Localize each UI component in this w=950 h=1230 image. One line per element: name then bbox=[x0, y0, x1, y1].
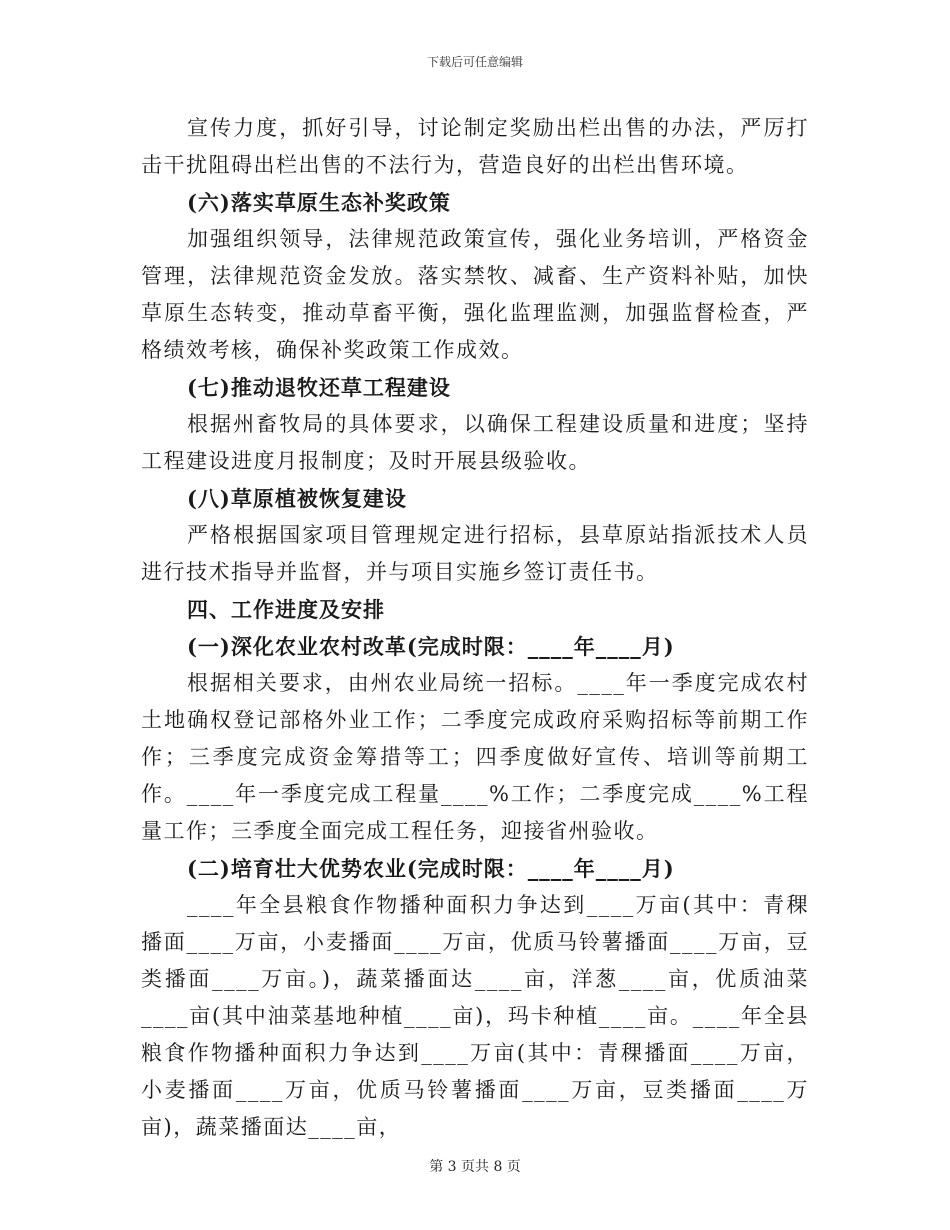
heading-grazing-withdrawal: (七)推动退牧还草工程建设 bbox=[187, 375, 451, 400]
paragraph-advantage-agriculture: ____年全县粮食作物播种面积力争达到____万亩(其中：青稞播面____万亩，小麦播面____万亩，优质马铃薯播面____万亩，豆类播面____万亩。)，蔬菜播面达____亩，洋葱____亩，优质油菜____亩(其中油菜基地种植____亩)，玛卡种植____亩。____年全县粮食作物播种面积力争达到____万亩(其中：青稞播面____万亩，小麦播面____万亩，优质马铃薯播面____万亩，豆类播面____万亩)，蔬菜播面达____亩， bbox=[141, 893, 809, 1139]
paragraph-grazing-withdrawal: 根据州畜牧局的具体要求，以确保工程建设质量和进度；坚持工程建设进度月报制度；及时开展县级验收。 bbox=[141, 412, 809, 473]
paragraph-grassland-subsidy: 加强组织领导，法律规范政策宣传，强化业务培训，严格资金管理，法律规范资金发放。落实禁牧、减畜、生产资料补贴，加快草原生态转变，推动草畜平衡，强化监理监测，加强监督检查，严格绩效考核，确保补奖政策工作成效。 bbox=[141, 227, 809, 362]
heading-grassland-subsidy: (六)落实草原生态补奖政策 bbox=[187, 190, 451, 215]
page-footer: 第 3 页共 8 页 bbox=[429, 1159, 521, 1175]
heading-work-schedule: 四、工作进度及安排 bbox=[187, 597, 385, 622]
paragraph-publicity: 宣传力度，抓好引导，讨论制定奖励出栏出售的办法，严厉打击干扰阻碍出栏出售的不法行为，营造良好的出栏出售环境。 bbox=[141, 116, 809, 177]
heading-rural-reform: (一)深化农业农村改革(完成时限：____年____月) bbox=[187, 634, 675, 659]
paragraph-rural-reform: 根据相关要求，由州农业局统一招标。____年一季度完成农村土地确权登记部格外业工作；二季度完成政府采购招标等前期工作作；三季度完成资金筹措等工；四季度做好宣传、培训等前期工作。____年一季度完成工程量____%工作；二季度完成____%工程量工作；三季度全面完成工程任务，迎接省州验收。 bbox=[141, 671, 809, 843]
page-header: 下载后可任意编辑 bbox=[426, 55, 523, 69]
document-body bbox=[141, 110, 809, 1146]
heading-advantage-agriculture: (二)培育壮大优势农业(完成时限：____年____月) bbox=[187, 856, 675, 881]
heading-vegetation-restoration: (八)草原植被恢复建设 bbox=[187, 486, 407, 511]
paragraph-vegetation-restoration: 严格根据国家项目管理规定进行招标，县草原站指派技术人员进行技术指导并监督，并与项目实施乡签订责任书。 bbox=[141, 523, 809, 584]
